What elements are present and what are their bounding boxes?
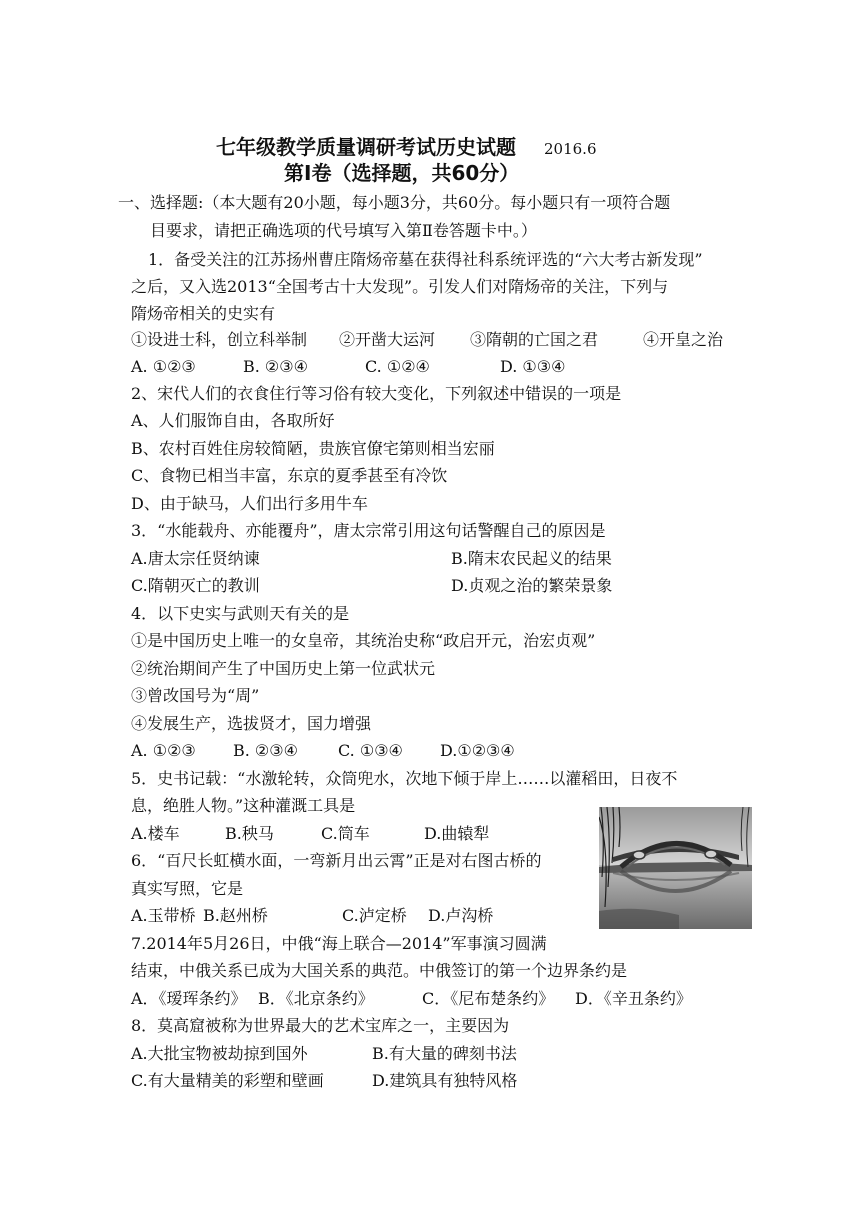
q5-option-c: C.筒车 xyxy=(321,824,370,843)
q2-option-a: A、人们服饰自由，各取所好 xyxy=(131,411,335,430)
section-title: 第Ⅰ卷（选择题，共60分） xyxy=(284,161,520,185)
q6-option-a: A.玉带桥 xyxy=(131,906,196,925)
q8-stem: 8．莫高窟被称为世界最大的艺术宝库之一，主要因为 xyxy=(131,1016,510,1035)
exam-title xyxy=(216,135,597,161)
instructions-line-2: 目要求，请把正确选项的代号填写入第Ⅱ卷答题卡中。） xyxy=(150,221,537,240)
q6-option-b: B.赵州桥 xyxy=(203,906,268,925)
q2-option-d: D、由于缺马，人们出行多用牛车 xyxy=(131,494,368,513)
q7-option-b: B．《北京条约》 xyxy=(258,989,374,1008)
q7-option-d: D．《辛丑条约》 xyxy=(575,989,692,1008)
q4-option-c: C. ①③④ xyxy=(338,741,403,760)
instructions-line-1: 一、选择题:（本大题有20小题，每小题3分，共60分。每小题只有一项符合题 xyxy=(118,193,671,212)
q1-stem-line-1: 1．备受关注的江苏扬州曹庄隋炀帝墓在获得社科系统评选的“六大考古新发现” xyxy=(148,250,703,269)
q1-option-d: D. ①③④ xyxy=(500,357,566,376)
q3-option-a: A.唐太宗任贤纳谏 xyxy=(131,549,260,568)
q4-option-b: B. ②③④ xyxy=(233,741,298,760)
q1-item-2: ②开凿大运河 xyxy=(339,330,436,349)
q8-option-a: A.大批宝物被劫掠到国外 xyxy=(131,1044,308,1063)
q8-option-d: D.建筑具有独特风格 xyxy=(372,1071,518,1090)
q6-stem-line-2: 真实写照，它是 xyxy=(131,879,244,898)
q4-stem: 4．以下史实与武则天有关的是 xyxy=(131,604,350,623)
q6-stem-line-1: 6．“百尺长虹横水面，一弯新月出云霄”正是对右图古桥的 xyxy=(131,851,542,870)
q1-stem-line-2: 之后，又入选2013“全国考古十大发现”。引发人们对隋炀帝的关注，下列与 xyxy=(131,277,669,296)
q3-stem: 3．“水能载舟、亦能覆舟”，唐太宗常引用这句话警醒自己的原因是 xyxy=(131,521,606,540)
q4-item-4: ④发展生产，选拔贤才，国力增强 xyxy=(131,714,372,733)
q7-stem-line-2: 结束，中俄关系已成为大国关系的典范。中俄签订的第一个边界条约是 xyxy=(131,961,628,980)
q5-stem-line-2: 息，绝胜人物。”这种灌溉工具是 xyxy=(131,796,356,815)
q1-stem-line-3: 隋炀帝相关的史实有 xyxy=(131,304,276,323)
q5-stem-line-1: 5．史书记载：“水激轮转，众筒兜水，次地下倾于岸上……以灌稻田，日夜不 xyxy=(131,769,678,788)
bridge-photo xyxy=(599,807,752,929)
q4-item-3: ③曾改国号为“周” xyxy=(131,686,260,705)
q5-option-a: A.楼车 xyxy=(131,824,180,843)
q1-item-4: ④开皇之治 xyxy=(643,330,724,349)
q7-option-a: A．《瑷珲条约》 xyxy=(131,989,247,1008)
q5-option-d: D.曲辕犁 xyxy=(424,824,490,843)
q3-option-b: B.隋末农民起义的结果 xyxy=(451,549,612,568)
exam-date: 2016.6 xyxy=(544,140,597,158)
q8-option-b: B.有大量的碑刻书法 xyxy=(372,1044,517,1063)
zhaozhou-bridge-image xyxy=(599,807,752,929)
q7-option-c: C．《尼布楚条约》 xyxy=(422,989,555,1008)
q2-option-c: C、食物已相当丰富，东京的夏季甚至有冷饮 xyxy=(131,466,448,485)
q6-option-c: C.泸定桥 xyxy=(342,906,407,925)
q1-option-b: B. ②③④ xyxy=(243,357,308,376)
q7-stem-line-1: 7.2014年5月26日，中俄“海上联合—2014”军事演习圆满 xyxy=(131,934,547,953)
q5-option-b: B.秧马 xyxy=(225,824,274,843)
q3-option-d: D.贞观之治的繁荣景象 xyxy=(451,576,613,595)
q4-item-1: ①是中国历史上唯一的女皇帝，其统治史称“政启开元，治宏贞观” xyxy=(131,631,596,650)
q2-stem: 2、宋代人们的衣食住行等习俗有较大变化，下列叙述中错误的一项是 xyxy=(131,384,622,403)
q4-item-2: ②统治期间产生了中国历史上第一位武状元 xyxy=(131,659,436,678)
q6-option-d: D.卢沟桥 xyxy=(428,906,494,925)
q1-item-3: ③隋朝的亡国之君 xyxy=(470,330,599,349)
q3-option-c: C.隋朝灭亡的教训 xyxy=(131,576,260,595)
q1-item-1: ①设进士科，创立科举制 xyxy=(131,330,308,349)
q1-option-c: C. ①②④ xyxy=(365,357,430,376)
q4-option-a: A. ①②③ xyxy=(131,741,196,760)
q4-option-d: D.①②③④ xyxy=(440,741,515,760)
q8-option-c: C.有大量精美的彩塑和壁画 xyxy=(131,1071,324,1090)
title-text: 七年级教学质量调研考试历史试题 xyxy=(216,135,516,159)
q2-option-b: B、农村百姓住房较简陋，贵族官僚宅第则相当宏丽 xyxy=(131,439,495,458)
q1-option-a: A. ①②③ xyxy=(131,357,196,376)
